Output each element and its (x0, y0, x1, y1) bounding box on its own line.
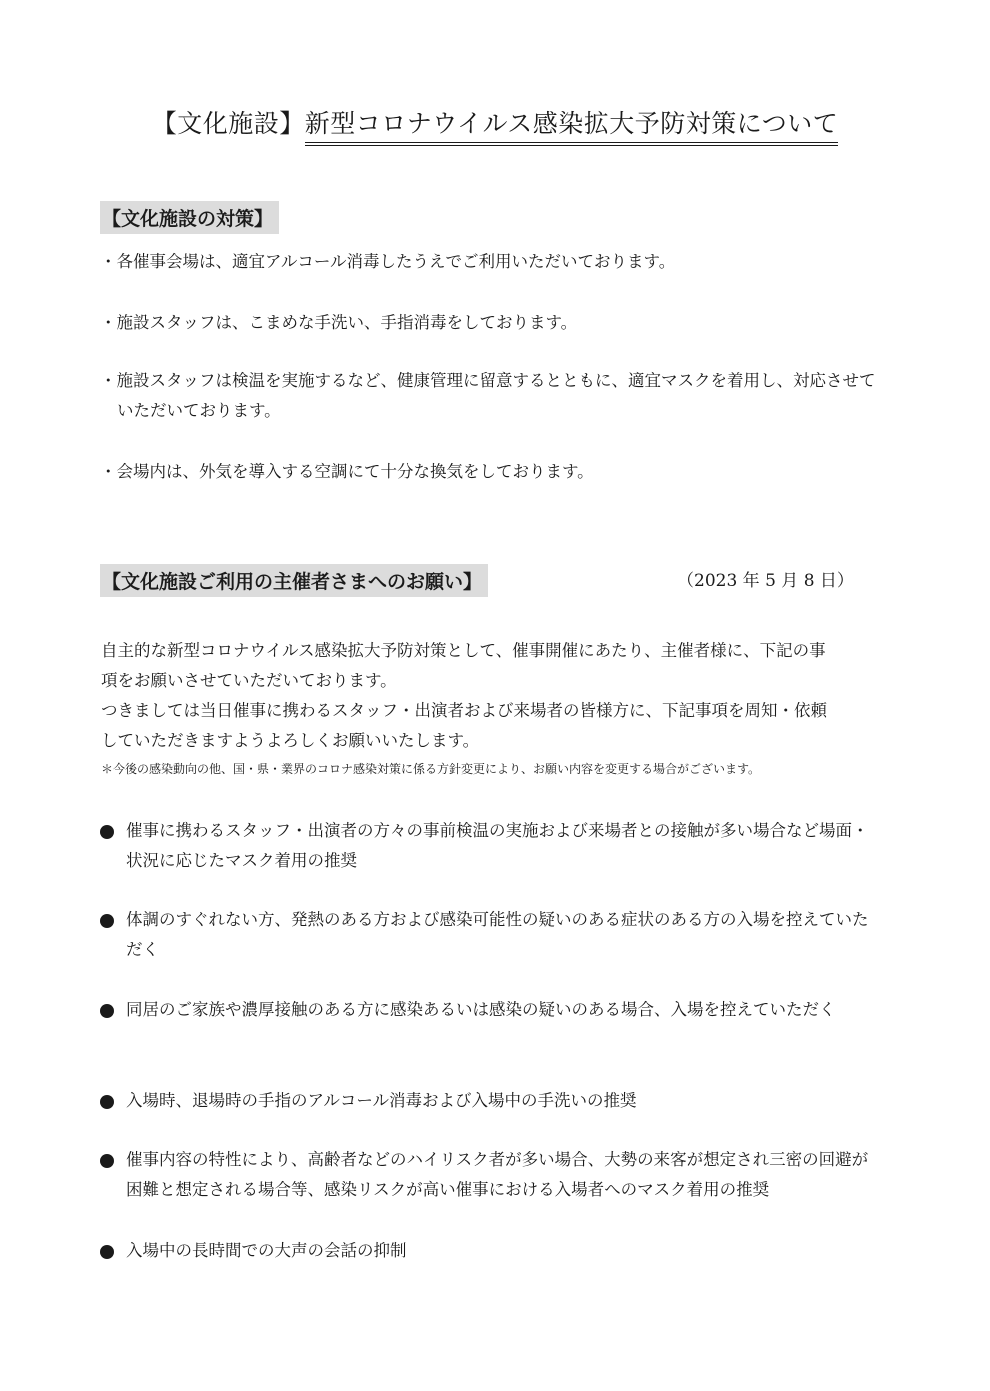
bullet-icon (100, 825, 114, 839)
bullet-icon (100, 1004, 114, 1018)
request-text: 同居のご家族や濃厚接触のある方に感染あるいは感染の疑いのある場合、入場を控えていただく (126, 1000, 836, 1019)
request-text: 催事内容の特性により、高齢者などのハイリスク者が多い場合、大勢の来客が想定され三密の回避が困難と想定される場合等、感染リスクが高い催事における入場者へのマスク着用の推奨 (126, 1150, 869, 1199)
title-prefix: 【文化施設】 (151, 109, 305, 138)
request-item (100, 1086, 870, 1116)
measure-item: ・施設スタッフは、こまめな手洗い、手指消毒をしております。 (100, 313, 578, 332)
measure-item: ・施設スタッフは検温を実施するなど、健康管理に留意するとともに、適宜マスクを着用し、対応させていただいております。 (100, 371, 876, 420)
bullet-icon (100, 1095, 114, 1109)
bullet-icon (100, 914, 114, 928)
intro-line: 自主的な新型コロナウイルス感染拡大予防対策として、催事開催にあたり、主催者様に、下記の事 (101, 641, 826, 660)
request-item (100, 1236, 870, 1266)
intro-line: していただきますようよろしくお願いいたします。 (101, 731, 480, 750)
request-item (100, 816, 870, 876)
measure-item: ・各催事会場は、適宜アルコール消毒したうえでご利用いただいております。 (100, 252, 676, 271)
request-text: 体調のすぐれない方、発熱のある方および感染可能性の疑いのある症状のある方の入場を控えていただく (126, 910, 869, 959)
request-item (100, 995, 870, 1025)
measure-item: ・会場内は、外気を導入する空調にて十分な換気をしております。 (100, 462, 594, 481)
intro-line: 項をお願いさせていただいております。 (101, 671, 397, 690)
notice-date: （2023 年 5 月 8 日） (677, 571, 854, 591)
request-item (100, 1145, 870, 1205)
request-item (100, 905, 870, 965)
footnote: ＊今後の感染動向の他、国・県・業界のコロナ感染対策に係る方針変更により、お願い内容を変更する場合がございます。 (101, 762, 761, 776)
intro-paragraph (101, 636, 871, 756)
request-text: 入場時、退場時の手指のアルコール消毒および入場中の手洗いの推奨 (126, 1091, 637, 1110)
bullet-icon (100, 1245, 114, 1259)
title-main: 新型コロナウイルス感染拡大予防対策について (305, 104, 839, 146)
intro-line: つきましては当日催事に携わるスタッフ・出演者および来場者の皆様方に、下記事項を周知・依頼 (101, 701, 827, 720)
page-title (0, 104, 990, 146)
request-text: 催事に携わるスタッフ・出演者の方々の事前検温の実施および来場者との接触が多い場合など場面・状況に応じたマスク着用の推奨 (126, 821, 869, 870)
section-heading-requests: 【文化施設ご利用の主催者さまへのお願い】 (100, 564, 488, 597)
request-text: 入場中の長時間での大声の会話の抑制 (126, 1241, 407, 1260)
section-heading-measures: 【文化施設の対策】 (100, 201, 279, 234)
bullet-icon (100, 1154, 114, 1168)
